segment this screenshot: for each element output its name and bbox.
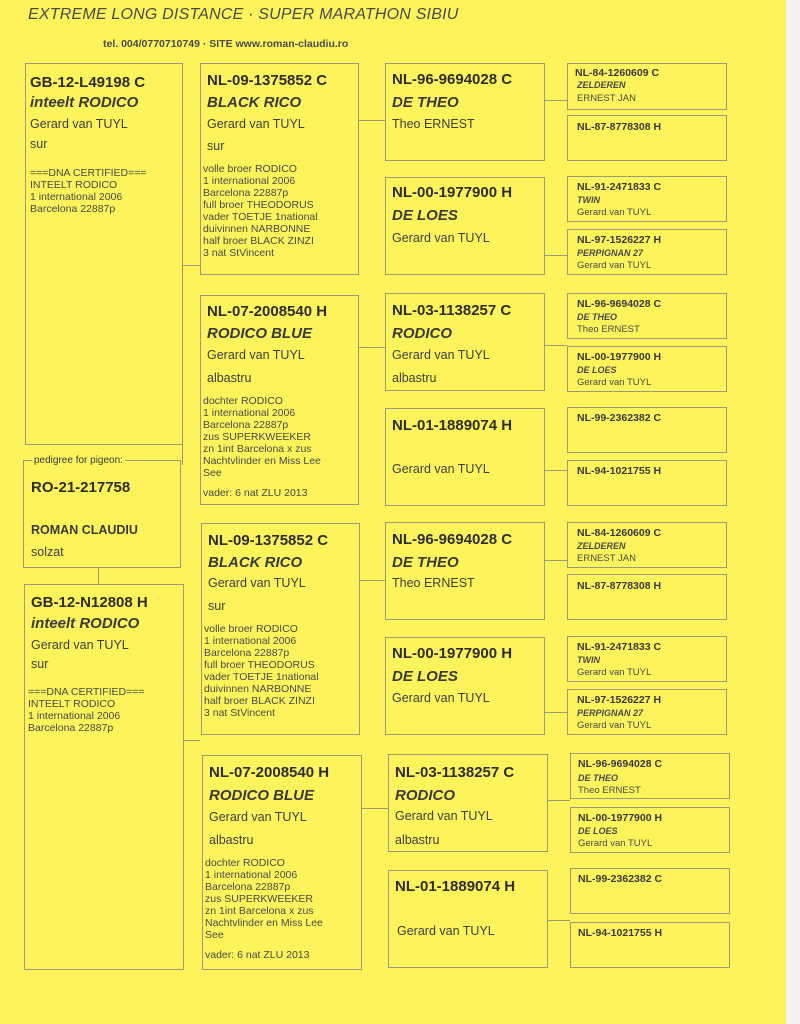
ancestor-ring: NL-91-2471833 C [577,181,662,193]
connector-line [545,560,567,561]
mother-owner: Gerard van TUYL [31,638,129,652]
great-grandparent-name: RODICO [395,787,455,804]
father-color: sur [30,137,48,151]
grandparent-note: zus SUPERKWEEKER [205,893,313,905]
ancestor-owner: Theo ERNEST [577,324,640,335]
ancestor-ring: NL-94-1021755 H [577,465,662,477]
great-grandparent-ring: NL-01-1889074 H [392,417,513,434]
grandparent-note: vader: 6 nat ZLU 2013 [205,949,310,961]
great-grandparent-name: DE THEO [392,554,459,571]
great-grandparent-name: DE THEO [392,94,459,111]
grandparent-note: See [203,467,222,479]
grandparent-note: volle broer RODICO [204,623,298,635]
great-grandparent-ring: NL-01-1889074 H [395,878,516,895]
grandparent-note: 1 international 2006 [204,635,297,647]
father-note: ===DNA CERTIFIED=== [30,167,147,179]
mother-note: 1 international 2006 [28,710,121,722]
connector-line [359,120,385,121]
grandparent-name: BLACK RICO [208,554,303,571]
ancestor-name: DE THEO [578,773,619,783]
ancestor-ring: NL-87-8778308 H [577,121,662,133]
ancestor-name: TWIN [577,195,600,205]
grandparent-color: albastru [209,833,254,847]
grandparent-note: Barcelona 22887p [203,187,289,199]
ancestor-ring: NL-84-1260609 C [575,67,660,79]
subject-color: solzat [31,545,64,559]
grandparent-note: full broer THEODORUS [204,659,315,671]
ancestor-owner: ERNEST JAN [577,553,636,564]
ancestor-name: ZELDEREN [577,80,626,90]
ancestor-owner: Gerard van TUYL [578,838,653,849]
grandparent-note: half broer BLACK ZINZI [203,235,314,247]
grandparent-note: 3 nat StVincent [203,247,275,259]
ancestor-name: DE THEO [577,312,618,322]
ancestor-ring: NL-97-1526227 H [577,694,662,706]
connector-line [548,920,570,921]
great-grandparent-owner: Theo ERNEST [392,117,475,131]
mother-note: Barcelona 22887p [28,722,114,734]
connector-line [183,740,200,741]
ancestor-name: TWIN [577,655,600,665]
ancestor-ring: NL-00-1977900 H [577,351,662,363]
grandparent-owner: Gerard van TUYL [207,348,305,362]
father-owner: Gerard van TUYL [30,117,128,131]
great-grandparent-ring: NL-96-9694028 C [392,71,513,88]
mother-name: inteelt RODICO [31,615,140,632]
grandparent-owner: Gerard van TUYL [209,810,307,824]
great-grandparent-color: albastru [392,371,437,385]
page-edge [786,0,800,1024]
mother-note: ===DNA CERTIFIED=== [28,686,145,698]
grandparent-note: Nachtvlinder en Miss Lee [203,455,321,467]
subject-label: pedigree for pigeon: [34,455,123,466]
grandparent-note: 1 international 2006 [203,175,296,187]
mother-ring: GB-12-N12808 H [31,594,148,611]
connector-line [545,345,567,346]
ancestor-name: ZELDEREN [577,541,626,551]
ancestor-name: PERPIGNAN 27 [577,248,644,258]
ancestor-ring: NL-97-1526227 H [577,234,662,246]
great-grandparent-owner: Theo ERNEST [392,576,475,590]
ancestor-name: PERPIGNAN 27 [577,708,644,718]
connector-line [545,255,567,256]
grandparent-note: Nachtvlinder en Miss Lee [205,917,323,929]
connector-line [183,265,200,266]
great-grandparent-ring: NL-00-1977900 H [392,184,513,201]
ancestor-ring: NL-00-1977900 H [578,812,663,824]
ancestor-name: DE LOES [578,826,618,836]
great-grandparent-owner: Gerard van TUYL [392,691,490,705]
great-grandparent-ring: NL-03-1138257 C [392,302,512,319]
father-name: inteelt RODICO [30,94,139,111]
header-title: EXTREME LONG DISTANCE · SUPER MARATHON SIBIU [28,6,459,23]
great-grandparent-name: DE LOES [392,207,458,224]
grandparent-note: 1 international 2006 [203,407,296,419]
grandparent-color: albastru [207,371,252,385]
father-ring: GB-12-L49198 C [30,74,146,91]
ancestor-ring: NL-99-2362382 C [577,412,662,424]
grandparent-note: dochter RODICO [203,395,283,407]
grandparent-color: sur [207,139,225,153]
connector-line [548,800,570,801]
subject-ring: RO-21-217758 [31,479,131,496]
father-note: Barcelona 22887p [30,203,116,215]
great-grandparent-owner: Gerard van TUYL [395,809,493,823]
connector-line [545,712,567,713]
grandparent-note: vader TOETJE 1national [203,211,318,223]
grandparent-note: zn 1int Barcelona x zus [205,905,314,917]
grandparent-ring: NL-09-1375852 C [207,72,328,89]
grandparent-name: RODICO BLUE [209,787,314,804]
ancestor-owner: Gerard van TUYL [577,667,652,678]
grandparent-note: full broer THEODORUS [203,199,314,211]
great-grandparent-owner: Gerard van TUYL [392,231,490,245]
great-grandparent-owner: Gerard van TUYL [392,348,490,362]
ancestor-ring: NL-91-2471833 C [577,641,662,653]
grandparent-note: half broer BLACK ZINZI [204,695,315,707]
grandparent-name: BLACK RICO [207,94,302,111]
grandparent-ring: NL-07-2008540 H [207,303,328,320]
grandparent-name: RODICO BLUE [207,325,312,342]
ancestor-owner: Theo ERNEST [578,785,641,796]
grandparent-note: zus SUPERKWEEKER [203,431,311,443]
grandparent-ring: NL-07-2008540 H [209,764,330,781]
header-contact: tel. 004/0770710749 · SITE www.roman-claudiu.ro [103,38,349,50]
subject-owner: ROMAN CLAUDIU [31,523,138,537]
mother-color: sur [31,657,49,671]
grandparent-ring: NL-09-1375852 C [208,532,329,549]
ancestor-ring: NL-96-9694028 C [578,758,663,770]
grandparent-note: See [205,929,224,941]
grandparent-note: vader TOETJE 1national [204,671,319,683]
great-grandparent-name: RODICO [392,325,452,342]
connector-line [545,470,567,471]
great-grandparent-owner: Gerard van TUYL [397,924,495,938]
grandparent-note: 1 international 2006 [205,869,298,881]
grandparent-note: 3 nat StVincent [204,707,276,719]
great-grandparent-ring: NL-00-1977900 H [392,645,513,662]
grandparent-owner: Gerard van TUYL [207,117,305,131]
grandparent-note: Barcelona 22887p [205,881,291,893]
grandparent-note: volle broer RODICO [203,163,297,175]
great-grandparent-name: DE LOES [392,668,458,685]
ancestor-ring: NL-84-1260609 C [577,527,662,539]
great-grandparent-owner: Gerard van TUYL [392,462,490,476]
great-grandparent-ring: NL-03-1138257 C [395,764,515,781]
great-grandparent-ring: NL-96-9694028 C [392,531,513,548]
mother-note: INTEELT RODICO [28,698,116,710]
grandparent-note: Barcelona 22887p [204,647,290,659]
grandparent-note: zn 1int Barcelona x zus [203,443,312,455]
connector-line [359,347,385,348]
ancestor-ring: NL-87-8778308 H [577,580,662,592]
ancestor-ring: NL-99-2362382 C [578,873,663,885]
grandparent-note: Barcelona 22887p [203,419,289,431]
ancestor-ring: NL-94-1021755 H [578,927,663,939]
ancestor-owner: Gerard van TUYL [577,207,652,218]
grandparent-note: dochter RODICO [205,857,285,869]
grandparent-owner: Gerard van TUYL [208,576,306,590]
connector-line [545,100,567,101]
ancestor-owner: Gerard van TUYL [577,377,652,388]
grandparent-color: sur [208,599,226,613]
grandparent-note: vader: 6 nat ZLU 2013 [203,487,308,499]
ancestor-owner: ERNEST JAN [577,93,636,104]
father-note: INTEELT RODICO [30,179,118,191]
grandparent-note: duivinnen NARBONNE [204,683,312,695]
grandparent-note: duivinnen NARBONNE [203,223,311,235]
ancestor-name: DE LOES [577,365,617,375]
connector-line [98,568,99,584]
ancestor-ring: NL-96-9694028 C [577,298,662,310]
ancestor-owner: Gerard van TUYL [577,260,652,271]
great-grandparent-color: albastru [395,833,440,847]
father-note: 1 international 2006 [30,191,123,203]
connector-line [362,808,388,809]
ancestor-owner: Gerard van TUYL [577,720,652,731]
connector-line [359,580,385,581]
